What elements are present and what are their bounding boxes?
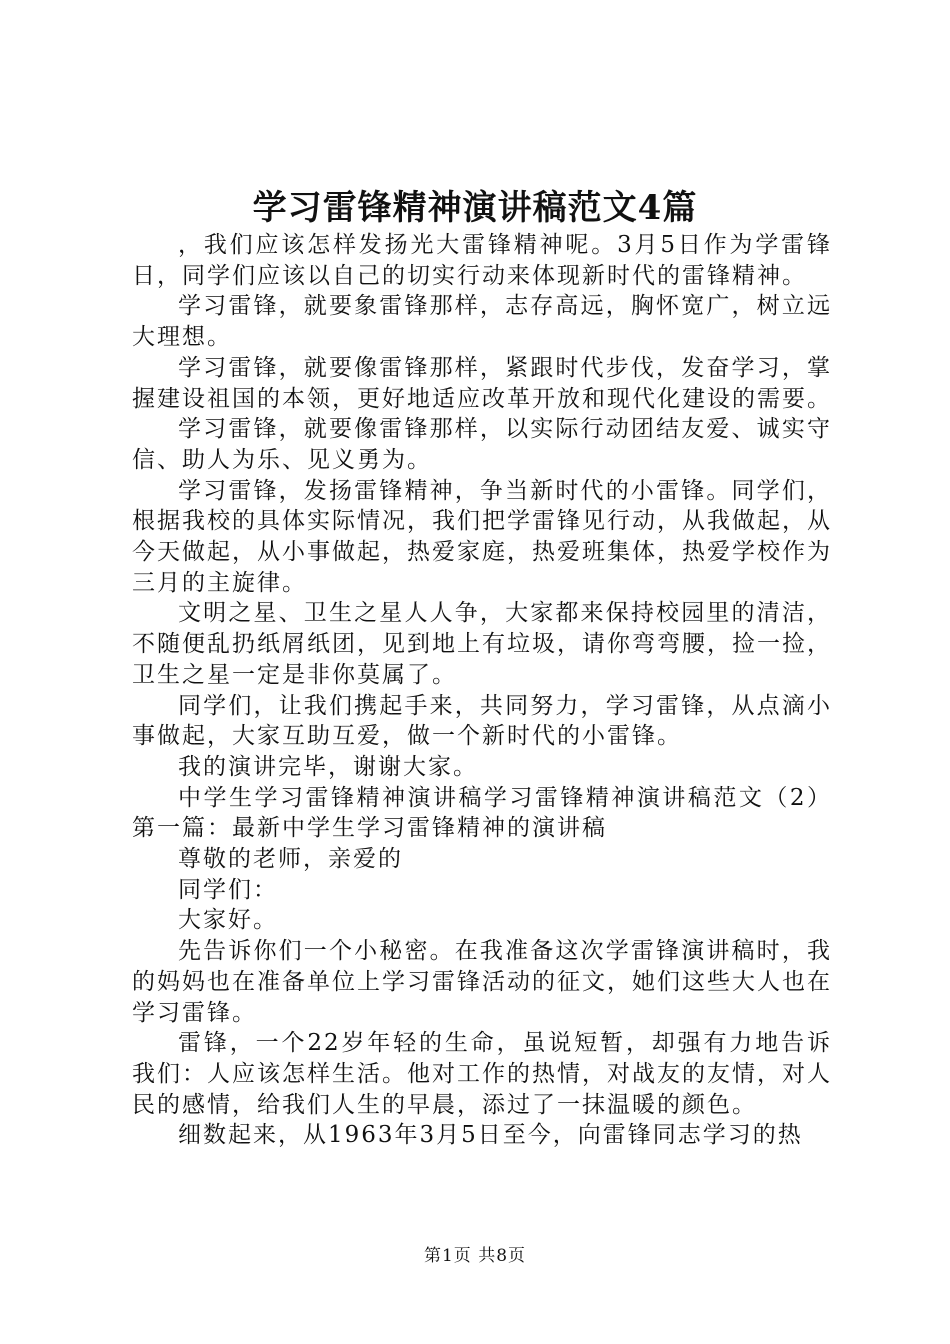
paragraph: 我的演讲完毕，谢谢大家。 xyxy=(178,753,478,780)
paragraph: 雷锋，一个22岁年轻的生命，虽说短暂，却强有力地告诉我们：人应该怎样生活。他对工作的热情，对战友的友情，对人民的感情，给我们人生的早晨，添过了一抹温暖的颜色。 xyxy=(132,1030,832,1118)
paragraph: 同学们： xyxy=(178,876,278,903)
document-title: 学习雷锋精神演讲稿范文4篇 xyxy=(252,188,698,228)
paragraph: 先告诉你们一个小秘密。在我准备这次学雷锋演讲稿时，我的妈妈也在准备单位上学习雷锋活动的征文，她们这些大人也在学习雷锋。 xyxy=(132,938,832,1026)
paragraph: 细数起来，从1963年3月5日至今，向雷锋同志学习的热 xyxy=(178,1122,803,1149)
paragraph: 学习雷锋，就要像雷锋那样，紧跟时代步伐，发奋学习，掌握建设祖国的本领，更好地适应改革开放和现代化建设的需要。 xyxy=(132,354,832,412)
paragraph: ，我们应该怎样发扬光大雷锋精神呢。3月5日作为学雷锋日，同学们应该以自己的切实行动来体现新时代的雷锋精神。 xyxy=(132,232,832,289)
paragraph: 学习雷锋，发扬雷锋精神，争当新时代的小雷锋。同学们，根据我校的具体实际情况，我们把学雷锋见行动，从我做起，从今天做起，从小事做起，热爱家庭，热爱班集体，热爱学校作为三月的主旋律。 xyxy=(132,477,832,596)
paragraph: 学习雷锋，就要像雷锋那样，以实际行动团结友爱、诚实守信、助人为乐、见义勇为。 xyxy=(132,416,832,473)
paragraph: 大家好。 xyxy=(178,907,278,934)
document-body xyxy=(132,230,832,1151)
paragraph: 尊敬的老师，亲爱的 xyxy=(178,846,403,873)
paragraph: 中学生学习雷锋精神演讲稿学习雷锋精神演讲稿范文（2）第一篇：最新中学生学习雷锋精神的演讲稿 xyxy=(132,784,832,842)
paragraph: 文明之星、卫生之星人人争，大家都来保持校园里的清洁，不随便乱扔纸屑纸团，见到地上有垃圾，请你弯弯腰，捡一捡，卫生之星一定是非你莫属了。 xyxy=(132,600,832,688)
paragraph: 学习雷锋，就要象雷锋那样，志存高远，胸怀宽广，树立远大理想。 xyxy=(132,293,832,351)
page-footer: 第1页 共8页 xyxy=(423,1246,527,1266)
paragraph: 同学们，让我们携起手来，共同努力，学习雷锋，从点滴小事做起，大家互助互爱，做一个新时代的小雷锋。 xyxy=(132,692,832,750)
